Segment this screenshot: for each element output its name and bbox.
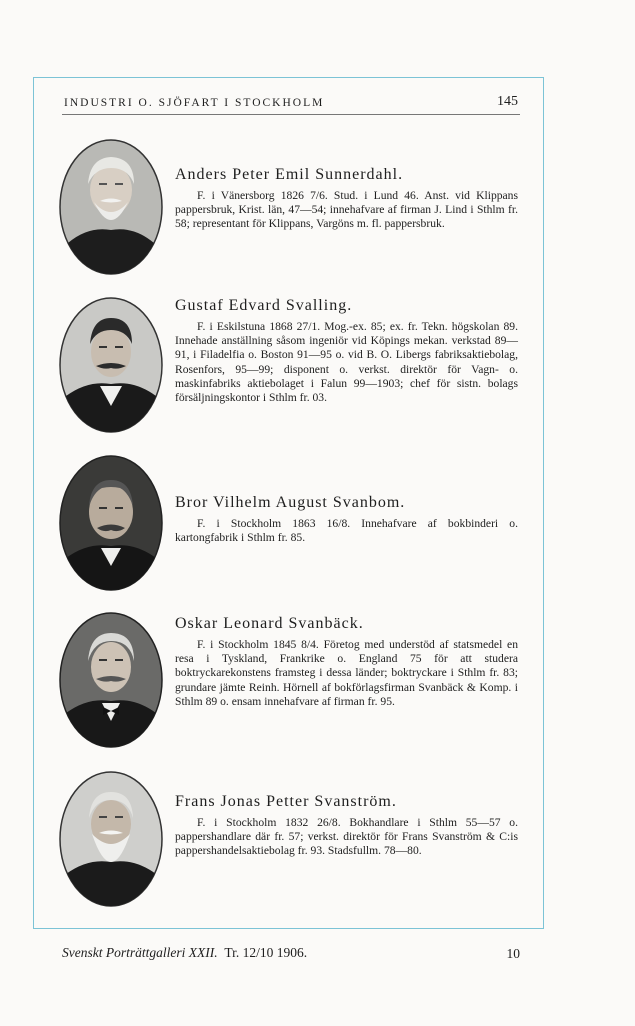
person-name: Bror Vilhelm August Svanbom. <box>175 494 406 511</box>
person-name: Oskar Leonard Svanbäck. <box>175 615 364 632</box>
page-number: 145 <box>497 94 518 109</box>
portrait-photo <box>58 138 164 276</box>
page-footer <box>62 945 520 965</box>
entry-text <box>175 493 518 545</box>
running-header <box>64 94 518 114</box>
sheet-number: 10 <box>506 946 520 961</box>
person-name: Frans Jonas Petter Svanström. <box>175 793 397 810</box>
portrait-photo <box>58 770 164 908</box>
portrait-photo <box>58 611 164 749</box>
entry-text <box>175 792 518 859</box>
header-title: INDUSTRI O. SJÖFART I STOCKHOLM <box>64 97 325 109</box>
entry-text <box>175 165 518 232</box>
biography-text: F. i Eskilstuna 1868 27/1. Mog.-ex. 85; ex. fr. Tekn. högskolan 89. Innehade anställning såsom ingeniör vid Köpings mekan. verkstad 89—91, i Filadelfia o. Boston 91—95 o. vid B. O. Libergs fabriksaktiebolag, Rosenfors, 95—99; disponent o. verkst. direktör för Vagn- o. maskinfabriks aktiebolaget i Falun 99—1903; chef för sistn. bolags försäljningskontor i Sthlm fr. 03. <box>175 320 518 405</box>
biography-text: F. i Stockholm 1845 8/4. Företog med understöd af statsmedel en resa i Tyskland, Frankrike o. England 75 för att studera boktryckarekonstens framsteg i dessa länder; boktryckare i Sthlm fr. 83; grundare jämte Reinh. Hörnell af bokförlagsfirman Svanbäck & Komp. i Sthlm 89 o. ensam innehafvare af firman fr. 95. <box>175 638 518 708</box>
footer-date: Tr. 12/10 1906. <box>224 945 308 960</box>
entry-text <box>175 614 518 709</box>
portrait-photo <box>58 296 164 434</box>
footer-source: Svenskt Porträttgalleri XXII. <box>62 945 218 960</box>
person-name: Gustaf Edvard Svalling. <box>175 297 353 314</box>
person-name: Anders Peter Emil Sunnerdahl. <box>175 166 404 183</box>
biography-text: F. i Vänersborg 1826 7/6. Stud. i Lund 46. Anst. vid Klippans pappersbruk, Krist. län, 47—54; innehafvare af firman J. Lind i Sthlm fr. 58; representant för Klippans, Vargöns m. fl. pappersbruk. <box>175 189 518 231</box>
header-rule <box>62 114 520 115</box>
footer-imprint <box>62 945 307 961</box>
biography-text: F. i Stockholm 1863 16/8. Innehafvare af bokbinderi o. kartongfabrik i Sthlm fr. 85. <box>175 517 518 545</box>
portrait-photo <box>58 454 164 592</box>
entry-text <box>175 296 518 405</box>
biography-text: F. i Stockholm 1832 26/8. Bokhandlare i Sthlm 55—57 o. pappershandlare där fr. 57; verkst. direktör för Frans Svanström & C:is pappershandelsaktiebolag fr. 93. Stadsfullm. 78—80. <box>175 816 518 858</box>
